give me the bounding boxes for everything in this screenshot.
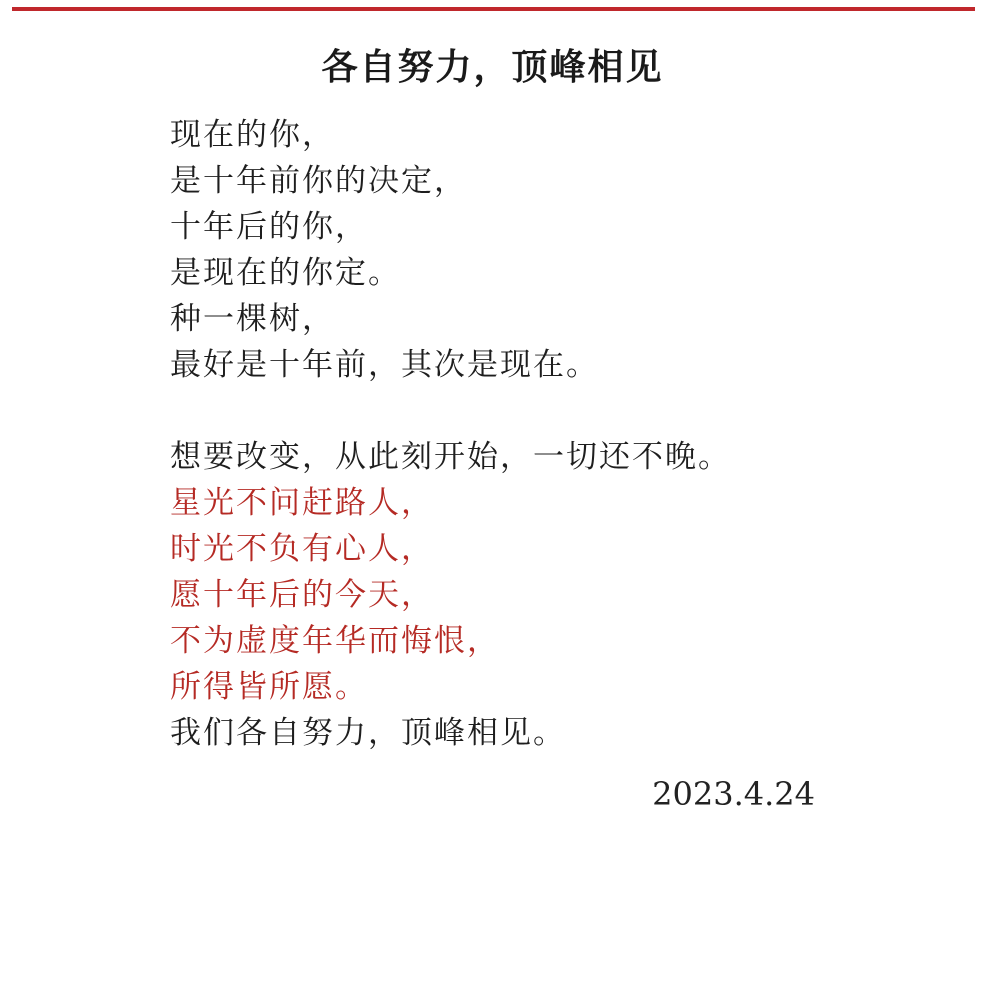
date-stamp: 2023.4.24 — [652, 775, 815, 813]
page-title: 各自努力，顶峰相见 — [321, 46, 664, 88]
poem-line-highlight: 所得皆所愿。 — [170, 669, 368, 705]
poem-line: 我们各自努力，顶峰相见。 — [170, 715, 566, 751]
poem-line: 是现在的你定。 — [170, 255, 401, 291]
poem-line-highlight: 不为虚度年华而悔恨， — [170, 623, 500, 659]
poem-line: 现在的你， — [170, 117, 335, 153]
top-red-rule — [12, 7, 975, 11]
poem-line: 想要改变，从此刻开始，一切还不晚。 — [170, 439, 731, 475]
poem-line-highlight: 愿十年后的今天， — [170, 577, 434, 613]
poem-line: 是十年前你的决定， — [170, 163, 467, 199]
poem-line-highlight: 星光不问赶路人， — [170, 485, 434, 521]
poem-line: 十年后的你， — [170, 209, 368, 245]
poem-line-highlight: 时光不负有心人， — [170, 531, 434, 567]
poem-line: 种一棵树， — [170, 301, 335, 337]
poem-line: 最好是十年前，其次是现在。 — [170, 347, 599, 383]
stanza-break — [170, 388, 870, 434]
poem-body — [170, 112, 870, 756]
